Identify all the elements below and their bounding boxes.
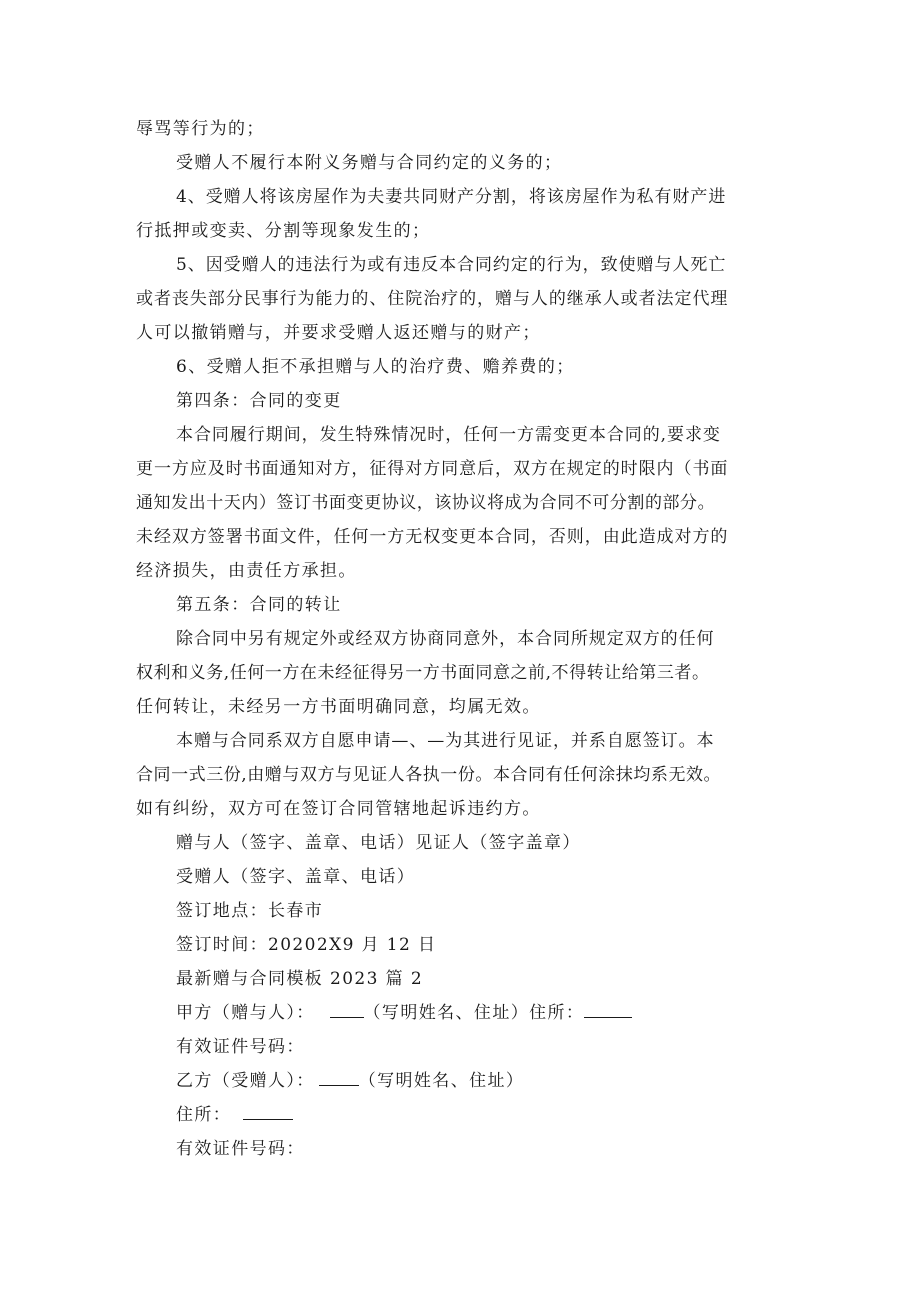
document-subtitle: 最新赠与合同模板 2023 篇 2: [176, 969, 424, 989]
party-a-line: [176, 1001, 632, 1025]
text-line: 人可以撤销赠与，并要求受赠人返还赠与的财产；: [136, 323, 541, 343]
signing-place: 签订地点：长春市: [176, 901, 324, 921]
text-line: 本合同履行期间，发生特殊情况时，任何一方需变更本合同的,要求变: [176, 425, 721, 445]
text-line: 行抵押或变卖、分割等现象发生的；: [136, 221, 431, 241]
text-line: 更一方应及时书面通知对方，征得对方同意后，双方在规定的时限内（书面: [136, 459, 729, 479]
party-b-id-label: 有效证件号码：: [176, 1139, 305, 1159]
text-line: 6、受赠人拒不承担赠与人的治疗费、赡养费的；: [176, 357, 575, 377]
party-a-note: （写明姓名、住址）住所：: [363, 1003, 585, 1023]
text-line: 合同一式三份,由赠与双方与见证人各执一份。本合同有任何涂抹均系无效。: [136, 765, 722, 785]
text-line: 受赠人不履行本附义务赠与合同约定的义务的；: [176, 153, 563, 173]
party-b-label: 乙方（受赠人）：: [176, 1071, 315, 1091]
signature-line: 赠与人（签字、盖章、电话）见证人（签字盖章）: [176, 833, 581, 853]
section-heading: 第四条：合同的变更: [176, 391, 342, 411]
text-line: 任何转让，未经另一方书面明确同意，均属无效。: [136, 697, 541, 717]
text-line: 或者丧失部分民事行为能力的、住院治疗的，赠与人的继承人或者法定代理: [136, 289, 729, 309]
text-line: 权利和义务,任何一方在未经征得另一方书面同意之前,不得转让给第三者。: [136, 663, 710, 683]
text-line: 本赠与合同系双方自愿申请—、—为其进行见证，并系自愿签订。本: [176, 731, 715, 751]
party-b-address-label: 住所：: [176, 1105, 232, 1125]
text-line: 未经双方签署书面文件，任何一方无权变更本合同，否则，由此造成对方的: [136, 527, 729, 547]
text-line: 如有纠纷，双方可在签订合同管辖地起诉违约方。: [136, 799, 541, 819]
signing-date: 签订时间：20202X9 月 12 日: [176, 935, 437, 955]
party-a-label: 甲方（赠与人）：: [176, 1003, 315, 1023]
party-a-address-blank: [584, 1001, 632, 1018]
party-a-name-blank: [330, 1001, 364, 1018]
party-b-address-blank: [243, 1103, 293, 1120]
text-line: 除合同中另有规定外或经双方协商同意外，本合同所规定双方的任何: [176, 629, 715, 649]
party-a-id-label: 有效证件号码：: [176, 1037, 305, 1057]
party-b-name-blank: [319, 1069, 359, 1086]
party-b-note: （写明姓名、住址）: [358, 1071, 525, 1091]
party-b-address-line: [176, 1103, 293, 1127]
text-line: 4、受赠人将该房屋作为夫妻共同财产分割，将该房屋作为私有财产进: [176, 187, 727, 207]
section-heading: 第五条：合同的转让: [176, 595, 342, 615]
text-line: 5、因受赠人的违法行为或有违反本合同约定的行为，致使赠与人死亡: [176, 255, 727, 275]
party-b-line: [176, 1069, 524, 1093]
text-line: 辱骂等行为的；: [136, 119, 265, 139]
signature-line: 受赠人（签字、盖章、电话）: [176, 867, 416, 887]
text-line: 经济损失，由责任方承担。: [136, 561, 357, 581]
text-line: 通知发出十天内）签订书面变更协议，该协议将成为合同不可分割的部分。: [136, 493, 716, 513]
